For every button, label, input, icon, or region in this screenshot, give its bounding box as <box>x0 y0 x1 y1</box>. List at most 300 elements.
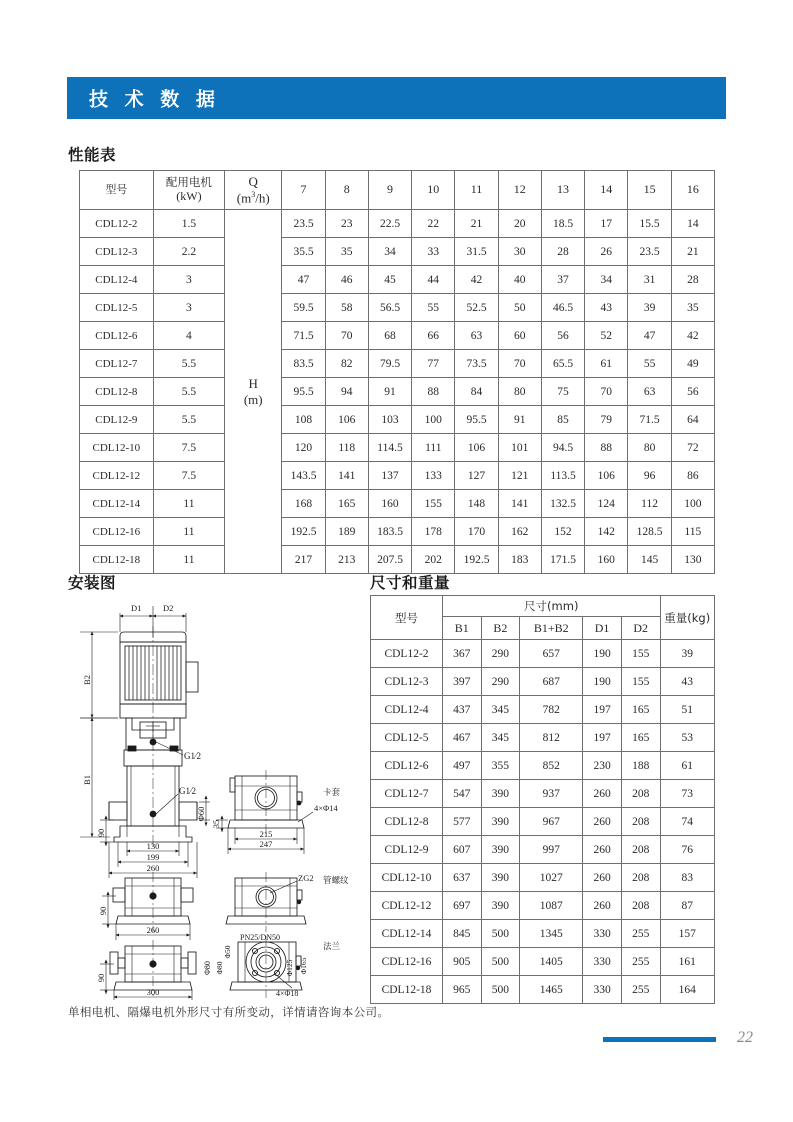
performance-table-body <box>80 210 715 574</box>
table-row <box>80 210 715 238</box>
cell-b2: 390 <box>481 780 520 808</box>
cell-head-value: 70 <box>325 322 368 350</box>
cell-d1: 330 <box>583 920 622 948</box>
cell-b1: 637 <box>442 864 481 892</box>
cell-motor-power: 11 <box>153 546 224 574</box>
performance-table <box>79 170 715 574</box>
label-bv300-phi80: Φ80 <box>203 961 212 975</box>
label-thread-spec: ZG2 <box>298 873 314 883</box>
cell-head-value: 42 <box>671 322 714 350</box>
clamp-view <box>228 770 304 836</box>
cell-head-value: 71.5 <box>282 322 325 350</box>
cell-b1: 905 <box>442 948 481 976</box>
cell-head-value: 61 <box>585 350 628 378</box>
cell-motor-power: 11 <box>153 490 224 518</box>
dim-header-d2: D2 <box>621 617 660 640</box>
label-d1: D1 <box>131 603 142 613</box>
cell-head-value: 183 <box>498 546 541 574</box>
cell-head-value: 59.5 <box>282 294 325 322</box>
label-199: 199 <box>146 852 160 862</box>
cell-d2: 208 <box>621 808 660 836</box>
dimension-weight-table <box>370 595 715 1004</box>
cell-d1: 260 <box>583 864 622 892</box>
cell-weight: 164 <box>660 976 714 1004</box>
head-unit: (m) <box>243 391 263 407</box>
header-motor-power-line1: 配用电机 <box>165 175 212 190</box>
cell-d1: 197 <box>583 696 622 724</box>
footnote-text: 单相电机、隔爆电机外形尺寸有所变动，详情请咨询本公司。 <box>68 1005 390 1019</box>
cell-head-value: 23.5 <box>628 238 671 266</box>
cell-model: CDL12-6 <box>80 322 154 350</box>
cell-head-value: 21 <box>455 210 498 238</box>
cell-b1-plus-b2: 687 <box>520 668 583 696</box>
base-view-260 <box>113 872 193 932</box>
section-banner <box>67 77 726 119</box>
cell-head-value: 47 <box>282 266 325 294</box>
flange-hole-3 <box>252 970 257 975</box>
table-row <box>371 696 715 724</box>
cell-head-value: 52 <box>585 322 628 350</box>
cell-head-value: 115 <box>671 518 714 546</box>
dim-header-group: 尺寸(mm) <box>442 596 660 617</box>
header-model: 型号 <box>80 171 154 210</box>
cell-head-value: 103 <box>368 406 411 434</box>
dimension-table-body <box>371 640 715 1004</box>
cell-model: CDL12-9 <box>80 406 154 434</box>
label-clamp-35: 35 <box>211 819 221 829</box>
cell-d2: 255 <box>621 920 660 948</box>
cell-head-value: 63 <box>455 322 498 350</box>
performance-section-heading: 性能表 <box>68 146 117 164</box>
cell-head-value: 213 <box>325 546 368 574</box>
thread-lug-right <box>297 890 302 900</box>
cell-head-value: 113.5 <box>541 462 584 490</box>
table-row <box>371 864 715 892</box>
cell-model: CDL12-18 <box>80 546 154 574</box>
cell-head-value: 31 <box>628 266 671 294</box>
cell-head-value: 189 <box>325 518 368 546</box>
cell-head-value: 106 <box>455 434 498 462</box>
cell-head-value: 68 <box>368 322 411 350</box>
cell-head-value: 124 <box>585 490 628 518</box>
cell-head-value: 137 <box>368 462 411 490</box>
cell-head-value: 133 <box>412 462 455 490</box>
cell-head-value: 15.5 <box>628 210 671 238</box>
dim-header-model: 型号 <box>371 596 443 640</box>
cell-head-value: 91 <box>498 406 541 434</box>
cell-b2: 500 <box>481 976 520 1004</box>
banner-title: 技 术 数 据 <box>89 88 220 111</box>
cell-head-value: 132.5 <box>541 490 584 518</box>
cell-b1: 437 <box>442 696 481 724</box>
cell-b1: 697 <box>442 892 481 920</box>
cell-d2: 255 <box>621 976 660 1004</box>
cell-b1-plus-b2: 997 <box>520 836 583 864</box>
cell-head-value: 118 <box>325 434 368 462</box>
cell-d1: 190 <box>583 668 622 696</box>
cell-model: CDL12-10 <box>80 434 154 462</box>
table-row <box>80 546 715 574</box>
outlet-port <box>179 802 197 820</box>
cell-head-value: 56 <box>541 322 584 350</box>
cell-head-value: 66 <box>412 322 455 350</box>
clamp-plug <box>297 801 302 806</box>
label-flange-title: 法兰 <box>323 942 341 952</box>
cell-model: CDL12-12 <box>371 892 443 920</box>
cell-model: CDL12-10 <box>371 864 443 892</box>
table-row <box>371 640 715 668</box>
cell-b1-plus-b2: 1087 <box>520 892 583 920</box>
label-bv300-300: 300 <box>146 987 160 997</box>
cell-head-value: 86 <box>671 462 714 490</box>
cell-motor-power: 11 <box>153 518 224 546</box>
cell-b2: 345 <box>481 724 520 752</box>
cell-model: CDL12-18 <box>371 976 443 1004</box>
header-flow-col-4: 11 <box>455 171 498 210</box>
cell-head-value: 34 <box>585 266 628 294</box>
cell-motor-power: 3 <box>153 266 224 294</box>
label-clamp-holes: 4×Φ14 <box>314 803 338 813</box>
cell-head-value: 145 <box>628 546 671 574</box>
table-row <box>80 462 715 490</box>
cell-d1: 190 <box>583 640 622 668</box>
cell-d2: 208 <box>621 864 660 892</box>
table-row <box>371 752 715 780</box>
cell-model: CDL12-14 <box>371 920 443 948</box>
bv260-port-right <box>181 888 193 902</box>
cell-model: CDL12-7 <box>371 780 443 808</box>
bv260-port-left <box>113 888 125 902</box>
cell-weight: 83 <box>660 864 714 892</box>
cell-head-value: 207.5 <box>368 546 411 574</box>
head-bolt-right <box>170 746 178 751</box>
cell-head-value: 28 <box>671 266 714 294</box>
table-row <box>371 976 715 1004</box>
cell-model: CDL12-8 <box>371 808 443 836</box>
clamp-lug-right <box>297 792 302 802</box>
label-bv260-90: 90 <box>98 906 108 916</box>
table-row <box>371 668 715 696</box>
performance-table-head <box>80 171 715 210</box>
cell-d2: 208 <box>621 836 660 864</box>
cell-head-value: 142 <box>585 518 628 546</box>
cell-head-value: 43 <box>585 294 628 322</box>
cell-head-value: 88 <box>412 378 455 406</box>
label-130: 130 <box>146 841 160 851</box>
cell-model: CDL12-6 <box>371 752 443 780</box>
header-flow-col-3: 10 <box>412 171 455 210</box>
label-g-upper: G1⁄2 <box>184 751 202 761</box>
dimension-header-row-top <box>371 596 715 617</box>
cell-model: CDL12-16 <box>80 518 154 546</box>
cell-weight: 73 <box>660 780 714 808</box>
cell-weight: 39 <box>660 640 714 668</box>
cell-head-value: 79 <box>585 406 628 434</box>
header-motor-power <box>153 171 224 210</box>
label-clamp-title: 卡套 <box>323 788 341 798</box>
table-row <box>80 490 715 518</box>
cell-motor-power: 5.5 <box>153 406 224 434</box>
cell-head-value: 46.5 <box>541 294 584 322</box>
cell-model: CDL12-3 <box>80 238 154 266</box>
cell-d2: 165 <box>621 696 660 724</box>
cell-motor-power: 2.2 <box>153 238 224 266</box>
cell-motor-power: 5.5 <box>153 350 224 378</box>
cell-head-value: 171.5 <box>541 546 584 574</box>
cell-motor-power: 5.5 <box>153 378 224 406</box>
cell-head-value: 34 <box>368 238 411 266</box>
cell-model: CDL12-5 <box>80 294 154 322</box>
footer-accent-bar <box>603 1037 716 1042</box>
cell-head-value: 130 <box>671 546 714 574</box>
cell-head-value: 56 <box>671 378 714 406</box>
cell-model: CDL12-12 <box>80 462 154 490</box>
cell-head-value: 46 <box>325 266 368 294</box>
table-row <box>80 350 715 378</box>
cell-head-value: 35 <box>325 238 368 266</box>
label-260-main: 260 <box>146 863 160 873</box>
header-flow-col-1: 8 <box>325 171 368 210</box>
cell-b1: 547 <box>442 780 481 808</box>
cell-b1-plus-b2: 967 <box>520 808 583 836</box>
bv300-flange-right <box>188 952 196 974</box>
clamp-lug-left <box>230 778 235 792</box>
cell-head-value: 100 <box>412 406 455 434</box>
cell-head-value: 111 <box>412 434 455 462</box>
cell-head-value: 202 <box>412 546 455 574</box>
cell-head-value: 95.5 <box>282 378 325 406</box>
table-row <box>371 892 715 920</box>
cell-head-value: 143.5 <box>282 462 325 490</box>
cell-head-value: 101 <box>498 434 541 462</box>
label-bv260-260: 260 <box>146 925 160 935</box>
cell-d1: 330 <box>583 976 622 1004</box>
label-flange-phi50: Φ50 <box>223 945 232 959</box>
cell-head-value: 80 <box>498 378 541 406</box>
cell-motor-power: 7.5 <box>153 462 224 490</box>
cell-d2: 188 <box>621 752 660 780</box>
label-thread-title: 管螺纹 <box>323 876 349 886</box>
cell-head-value: 55 <box>628 350 671 378</box>
cell-head-value: 26 <box>585 238 628 266</box>
cell-head-value: 100 <box>671 490 714 518</box>
bv300-neck-left <box>118 958 125 968</box>
cell-weight: 43 <box>660 668 714 696</box>
header-flow-symbol: Q <box>248 174 258 190</box>
cell-head-value: 162 <box>498 518 541 546</box>
cell-head-value: 96 <box>628 462 671 490</box>
cell-head-value: 155 <box>412 490 455 518</box>
header-flow-col-6: 13 <box>541 171 584 210</box>
cell-head-value: 18.5 <box>541 210 584 238</box>
cell-weight: 61 <box>660 752 714 780</box>
header-flow-col-7: 14 <box>585 171 628 210</box>
cell-head-value: 95.5 <box>455 406 498 434</box>
header-flow-col-2: 9 <box>368 171 411 210</box>
cell-head-value: 170 <box>455 518 498 546</box>
label-clamp-215: 215 <box>259 829 273 839</box>
table-row <box>371 948 715 976</box>
label-flange-phi165: Φ165 <box>299 957 308 975</box>
cell-weight: 74 <box>660 808 714 836</box>
cell-b1-plus-b2: 1405 <box>520 948 583 976</box>
table-row <box>371 808 715 836</box>
table-row <box>80 378 715 406</box>
cell-head-value: 58 <box>325 294 368 322</box>
cell-motor-power: 1.5 <box>153 210 224 238</box>
cell-model: CDL12-2 <box>371 640 443 668</box>
label-g-lower: G1⁄2 <box>179 786 197 796</box>
cell-weight: 76 <box>660 836 714 864</box>
flow-unit-suffix: /h) <box>255 190 270 206</box>
cell-head-value: 50 <box>498 294 541 322</box>
dim-header-b2: B2 <box>481 617 520 640</box>
cell-head-value: 160 <box>585 546 628 574</box>
label-d2: D2 <box>163 603 174 613</box>
cell-head-value: 106 <box>325 406 368 434</box>
head-bolt-left <box>128 746 136 751</box>
cell-head-value: 160 <box>368 490 411 518</box>
cell-head-value: 82 <box>325 350 368 378</box>
cell-head-value: 77 <box>412 350 455 378</box>
cell-head-value: 168 <box>282 490 325 518</box>
cell-head-value: 52.5 <box>455 294 498 322</box>
cell-head-value: 88 <box>585 434 628 462</box>
terminal-box <box>186 662 198 692</box>
table-row <box>80 322 715 350</box>
label-flange-spec: PN25/DN50 <box>240 933 281 942</box>
cell-head-value: 70 <box>498 350 541 378</box>
inlet-port <box>109 802 127 820</box>
cell-model: CDL12-8 <box>80 378 154 406</box>
cell-head-value: 192.5 <box>455 546 498 574</box>
cell-head-value: 30 <box>498 238 541 266</box>
dim-b2 <box>80 632 118 718</box>
cell-model: CDL12-2 <box>80 210 154 238</box>
cell-head-value: 65.5 <box>541 350 584 378</box>
cell-head-value: 73.5 <box>455 350 498 378</box>
cell-b1: 845 <box>442 920 481 948</box>
cell-b2: 345 <box>481 696 520 724</box>
cell-head-value: 80 <box>628 434 671 462</box>
cell-model: CDL12-4 <box>80 266 154 294</box>
cell-head-value: 47 <box>628 322 671 350</box>
cell-head-value: 83.5 <box>282 350 325 378</box>
cell-head-value: 178 <box>412 518 455 546</box>
cell-head-value: 31.5 <box>455 238 498 266</box>
header-flow-rate <box>225 171 282 210</box>
cell-head-value: 106 <box>585 462 628 490</box>
table-row <box>80 238 715 266</box>
cell-head-value: 45 <box>368 266 411 294</box>
cell-head-value: 127 <box>455 462 498 490</box>
table-row <box>371 724 715 752</box>
cell-head-value: 63 <box>628 378 671 406</box>
cell-head-value: 22 <box>412 210 455 238</box>
cell-head-value: 56.5 <box>368 294 411 322</box>
cell-head-value: 42 <box>455 266 498 294</box>
cell-d1: 197 <box>583 724 622 752</box>
cell-head-value: 120 <box>282 434 325 462</box>
cell-model: CDL12-16 <box>371 948 443 976</box>
head-symbol: H <box>248 375 258 391</box>
cell-b1-plus-b2: 657 <box>520 640 583 668</box>
cell-head-value: 40 <box>498 266 541 294</box>
header-flow-unit <box>225 190 281 206</box>
header-flow-col-0: 7 <box>282 171 325 210</box>
dimension-table-head <box>371 596 715 640</box>
label-clamp-247: 247 <box>259 839 273 849</box>
cell-b2: 390 <box>481 808 520 836</box>
cell-d1: 330 <box>583 948 622 976</box>
cell-d1: 260 <box>583 808 622 836</box>
cell-b1: 367 <box>442 640 481 668</box>
cell-weight: 161 <box>660 948 714 976</box>
label-flange-phi125: Φ125 <box>285 959 294 977</box>
cell-head-value: 75 <box>541 378 584 406</box>
dimensions-section-heading: 尺寸和重量 <box>370 574 451 592</box>
cell-weight: 157 <box>660 920 714 948</box>
cell-head-value: 148 <box>455 490 498 518</box>
cell-model: CDL12-9 <box>371 836 443 864</box>
cell-b2: 390 <box>481 864 520 892</box>
cell-d2: 155 <box>621 640 660 668</box>
thread-view <box>226 872 306 932</box>
cell-head-value: 112 <box>628 490 671 518</box>
cell-head-value: 94 <box>325 378 368 406</box>
cell-model: CDL12-7 <box>80 350 154 378</box>
cell-b1-plus-b2: 812 <box>520 724 583 752</box>
flow-unit-exponent: 3 <box>251 189 256 199</box>
cell-d1: 260 <box>583 836 622 864</box>
cell-d2: 165 <box>621 724 660 752</box>
dim-header-b1: B1 <box>442 617 481 640</box>
cell-b2: 500 <box>481 948 520 976</box>
table-row <box>80 434 715 462</box>
cell-head-value: 17 <box>585 210 628 238</box>
cell-b2: 290 <box>481 668 520 696</box>
cell-weight: 53 <box>660 724 714 752</box>
dim-header-b1-plus-b2: B1+B2 <box>520 617 583 640</box>
cell-head-value: 35.5 <box>282 238 325 266</box>
cell-head-value: 55 <box>412 294 455 322</box>
cell-head-value: 20 <box>498 210 541 238</box>
cell-head-value: 217 <box>282 546 325 574</box>
label-b2: B2 <box>82 675 92 685</box>
cell-head-value: 33 <box>412 238 455 266</box>
page-number: 22 <box>737 1029 753 1046</box>
cell-head-value: 141 <box>325 462 368 490</box>
cell-b1: 397 <box>442 668 481 696</box>
cell-head-value: 85 <box>541 406 584 434</box>
bv300-flange-left <box>110 952 118 974</box>
header-flow-col-8: 15 <box>628 171 671 210</box>
cell-b1-plus-b2: 852 <box>520 752 583 780</box>
cell-motor-power: 3 <box>153 294 224 322</box>
cell-head-value: 21 <box>671 238 714 266</box>
table-row <box>371 780 715 808</box>
cell-head-value: 91 <box>368 378 411 406</box>
cell-head-value: 39 <box>628 294 671 322</box>
dim-header-d1: D1 <box>583 617 622 640</box>
cell-b2: 500 <box>481 920 520 948</box>
cell-head-value: 14 <box>671 210 714 238</box>
cell-b2: 355 <box>481 752 520 780</box>
table-row <box>80 294 715 322</box>
cell-d1: 260 <box>583 892 622 920</box>
cell-head-value: 37 <box>541 266 584 294</box>
flow-unit-prefix: (m <box>236 190 252 206</box>
